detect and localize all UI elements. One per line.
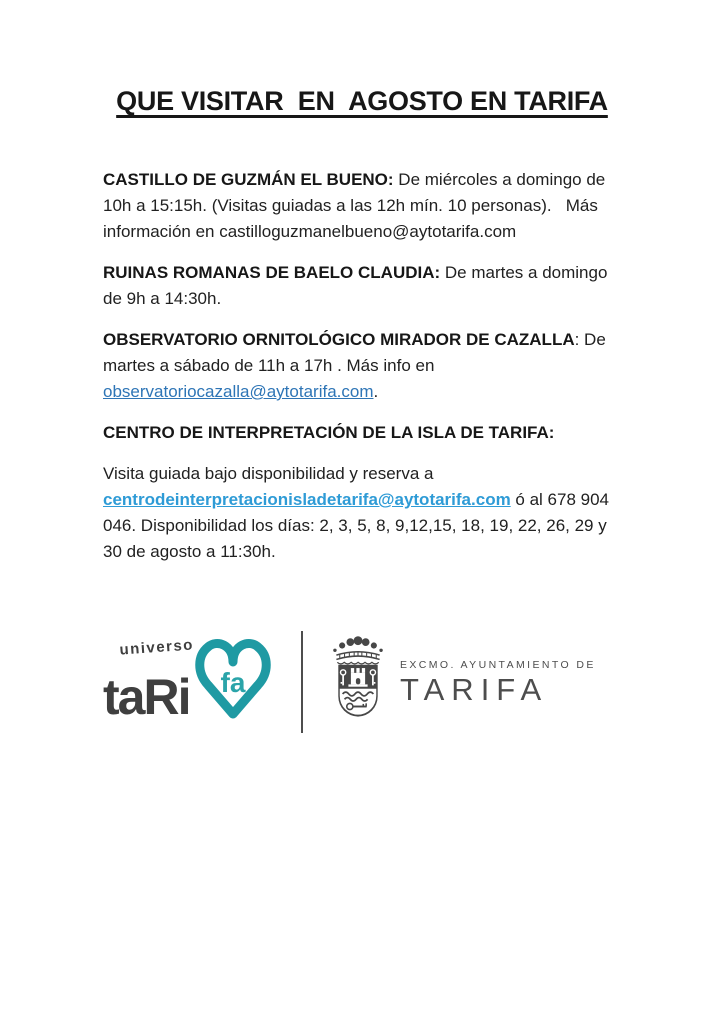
paragraph-ruinas xyxy=(103,260,628,312)
castillo-details: De miércoles a domingo de 10h a 15:15h. (Visitas guiadas a las 12h mín. 10 personas). Más información en castilloguzmanelbueno@aytotarifa.com xyxy=(103,170,610,241)
logo-divider xyxy=(301,631,303,733)
tarifa-heart-icon xyxy=(200,643,267,714)
page-title: QUE VISITAR EN AGOSTO EN TARIFA xyxy=(116,86,608,116)
observatorio-email-link[interactable]: observatoriocazalla@aytotarifa.com xyxy=(103,382,374,401)
ruinas-heading: RUINAS ROMANAS DE BAELO CLAUDIA: xyxy=(103,263,441,282)
footer-logos xyxy=(103,626,596,738)
visita-details: ó al 678 904 046. Disponibilidad los días: 2, 3, 5, 8, 9,12,15, 18, 19, 22, 26, 29 y 30 de agosto a 11:30h. xyxy=(103,490,614,561)
observatorio-period: . xyxy=(373,382,379,401)
paragraph-castillo xyxy=(103,167,628,245)
visita-intro: Visita guiada bajo disponibilidad y reserva a xyxy=(103,464,439,483)
ayuntamiento-subtitle: EXCMO. AYUNTAMIENTO DE xyxy=(400,659,596,671)
universo-tarifa-logo xyxy=(103,626,275,738)
centro-email-link[interactable]: centrodeinterpretacionisladetarifa@aytotarifa.com xyxy=(103,490,511,509)
ayuntamiento-title: TARIFA xyxy=(400,672,549,707)
tarifa-coat-of-arms-icon xyxy=(329,633,387,731)
paragraph-observatorio xyxy=(103,327,628,405)
observatorio-details: : De martes a sábado de 11h a 17h . Más info en xyxy=(103,330,611,375)
heart-fa-label: fa xyxy=(220,667,246,698)
document-body xyxy=(103,167,628,565)
castillo-heading: CASTILLO DE GUZMÁN EL BUENO: xyxy=(103,170,394,189)
centro-heading: CENTRO DE INTERPRETACIÓN DE LA ISLA DE TARIFA: xyxy=(103,423,555,442)
paragraph-visita xyxy=(103,461,628,565)
ruinas-details: De martes a domingo de 9h a 14:30h. xyxy=(103,263,613,308)
observatorio-heading: OBSERVATORIO ORNITOLÓGICO MIRADOR DE CAZALLA xyxy=(103,330,575,349)
ayuntamiento-text xyxy=(400,659,596,705)
ayuntamiento-logo xyxy=(329,633,596,731)
tarifa-wordmark: taRi xyxy=(103,669,190,725)
paragraph-centro xyxy=(103,420,628,446)
universo-label: universo xyxy=(118,636,195,659)
